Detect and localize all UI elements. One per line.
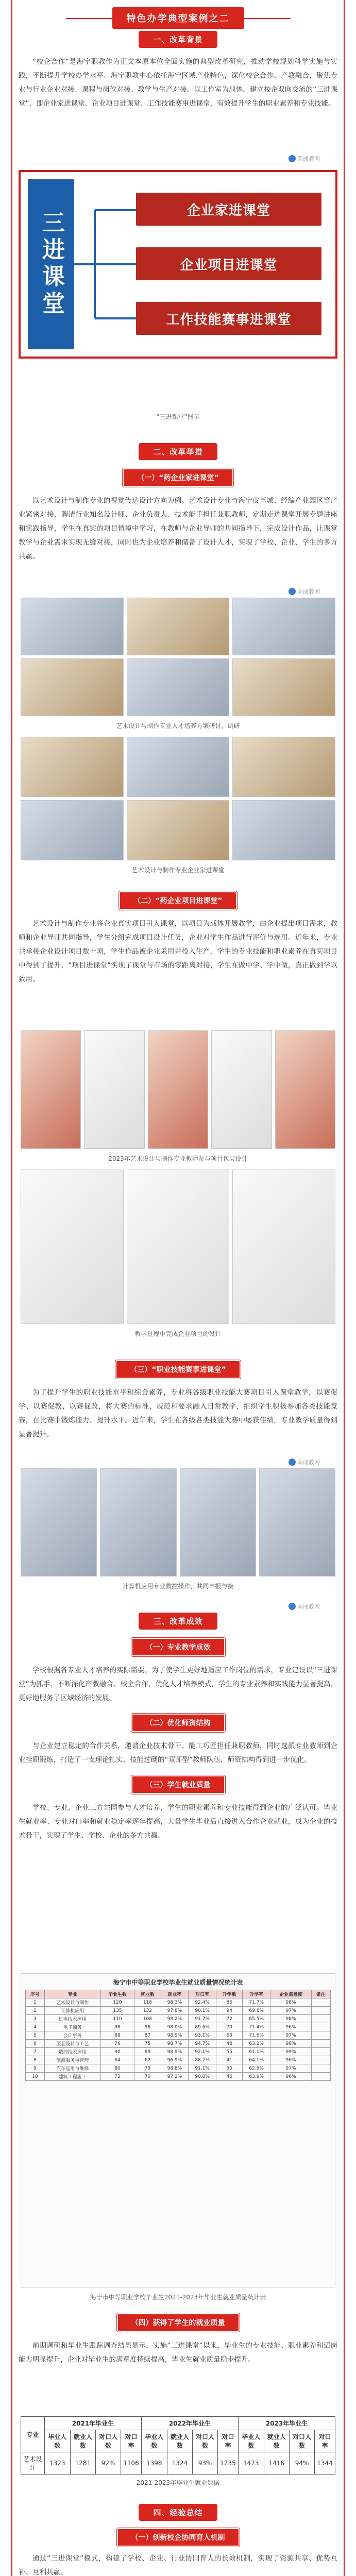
table-cell: 98.7%	[161, 2040, 189, 2048]
table-cell: 98.2%	[161, 2015, 189, 2023]
table-row	[26, 2073, 331, 2081]
subsection-title: （一）专业教学成效	[131, 1638, 225, 1656]
header-banner: 特色办学典型案例之二	[112, 7, 244, 29]
photo	[127, 598, 230, 655]
table-cell: 9	[26, 2064, 45, 2073]
table-header: 2022年毕业生	[141, 2417, 238, 2430]
table-cell: 41	[216, 2056, 243, 2064]
table-row	[26, 2031, 331, 2040]
table-cell: 92%	[96, 2452, 121, 2475]
photo-caption: 2023年艺术设计与制作专业教师参与项目包装设计	[108, 1155, 248, 1162]
diagram-caption: “三进课堂”图示	[156, 413, 200, 420]
data-table	[21, 2416, 335, 2475]
table-cell: 97.8%	[161, 2007, 189, 2015]
table-cell: 5	[26, 2031, 45, 2040]
table-header: 对口人数	[193, 2430, 218, 2452]
section-results	[19, 1613, 337, 1843]
table-cell: 96	[134, 2023, 161, 2031]
subsection-title: （四）获得了学生的就业质量	[117, 2313, 240, 2332]
paragraph: 学校根据各专业人才培养的实际需要，为了使学生更好地适应工作岗位的需求，专业建设以“三进课堂”为抓手，不断深化产教融合、校企合作，优化人才培养模式，学生的专业素养和实践能力显著提高，更好地服务了区域经济的发展。	[19, 1666, 337, 1702]
table-cell: 1	[26, 1998, 45, 2007]
table-cell	[312, 2056, 331, 2064]
table-cell: 94	[216, 2007, 243, 2015]
table-cell: 90.1%	[189, 2007, 216, 2015]
table-cell: 建筑工程施工	[44, 2073, 100, 2081]
photo-grid-2	[21, 737, 335, 860]
subsection-title: （一）“药企业家进课堂”	[123, 468, 233, 487]
table-cell: 63	[216, 2031, 243, 2040]
diagram-item-2: 企业项目进课堂	[136, 247, 321, 280]
section-measures	[19, 443, 337, 564]
table-cell: 电子商务	[44, 2023, 100, 2031]
table-row	[26, 2007, 331, 2015]
table-header: 就业人数	[167, 2430, 193, 2452]
table-cell: 98%	[270, 2040, 312, 2048]
table-cell: 1324	[167, 2452, 193, 2475]
table-cell: 96%	[270, 2073, 312, 2081]
table-cell: 计算机应用	[44, 2007, 100, 2015]
table-cell: 50	[216, 2064, 243, 2073]
table-header: 毕业人数	[238, 2430, 264, 2452]
table-cell	[312, 2031, 331, 2040]
table-cell: 97%	[270, 2064, 312, 2073]
table-cell: 93%	[193, 2452, 218, 2475]
subsection-title: （三）学生就业质量	[131, 1775, 225, 1794]
watermark-icon	[289, 588, 296, 595]
table-header: 专业	[21, 2417, 45, 2452]
table-header: 对口率	[189, 1990, 216, 1998]
data-table	[25, 1990, 331, 2081]
paragraph: 前期调研和毕业生跟踪调查结果显示，实施“三进课堂”以来，毕业生的专业技能、职业素养和适岗能力明显提升，企业对毕业生的满意度持续提高，毕业生就业质量稳步提升。	[19, 2342, 337, 2364]
photo	[275, 1030, 335, 1149]
table-cell: 1416	[264, 2452, 290, 2475]
table-cell: 10	[26, 2073, 45, 2081]
photo	[21, 658, 124, 716]
photo-caption: 艺术设计与制作专业人才培养方案研讨，调研	[116, 722, 240, 730]
subsection-title: （一）创新校企协同育人机制	[117, 2528, 240, 2547]
table-cell: 服装设计与工艺	[44, 2040, 100, 2048]
photo	[21, 737, 124, 797]
diagram-left-label: 三进课堂	[28, 179, 74, 349]
table-header: 升学数	[216, 1990, 243, 1998]
table-cell: 艺术设计与制作	[44, 1998, 100, 2007]
table-cell: 98	[100, 2023, 134, 2031]
table-cell: 90.0%	[189, 2073, 216, 2081]
table-header: 对口率	[314, 2430, 335, 2452]
table-header: 就业人数	[264, 2430, 290, 2452]
table-cell: 65.5%	[243, 2015, 270, 2023]
table-header: 备注	[312, 1990, 331, 1998]
table-cell: 86	[216, 1998, 243, 2007]
table-cell: 91.1%	[189, 2064, 216, 2073]
table-cell: 108	[134, 2015, 161, 2023]
employment-table-2	[21, 2416, 335, 2475]
table-cell	[312, 2048, 331, 2056]
photo	[232, 598, 335, 655]
table-cell: 71.7%	[243, 1998, 270, 2007]
table-cell	[312, 2064, 331, 2073]
table-cell: 71.6%	[243, 2031, 270, 2040]
photo-caption: 计算机应用专业数控操作，共同申报与接	[122, 1583, 234, 1590]
table-header: 毕业人数	[44, 2430, 70, 2452]
photo	[148, 1030, 208, 1149]
photo	[21, 598, 124, 655]
photo	[127, 1170, 230, 1324]
photo	[232, 737, 335, 797]
table-cell: 6	[26, 2040, 45, 2048]
table-cell: 94%	[290, 2452, 315, 2475]
photo-caption: 艺术设计与制作专业企业家进课堂	[131, 867, 225, 874]
photo-grid-4	[21, 1170, 335, 1324]
paragraph: 艺术设计与制作专业将企业真实项目引入课堂，以项目为载体开展教学，由企业提出项目需求，教师和企业导师共同指导，学生分组完成项目设计任务，企业对学生作品进行评价与选用。近年来，专业共承接企业设计项目数十项，学生作品被企业采用并投入生产，学生的专业技能和职业素养在真实项目中得到了提升，“项目进课堂”实现了课堂与市场的零距离对接，学生在做中学、学中做，真正做到学以致用。	[19, 920, 337, 984]
table-cell: 90	[100, 2048, 134, 2056]
table-row	[26, 2023, 331, 2031]
section-background	[19, 31, 337, 111]
photo	[21, 1030, 81, 1149]
table-cell: 98.8%	[161, 2064, 189, 2073]
table-header: 就业率	[161, 1990, 189, 1998]
photo	[259, 1468, 335, 1577]
table-header: 就业人数	[70, 2430, 96, 2452]
subsection-title: （二）优化师资结构	[131, 1714, 225, 1732]
table-cell: 89.6%	[189, 2023, 216, 2031]
paragraph: 与企业建立稳定的合作关系，邀请企业技术骨干、能工巧匠担任兼职教师，同时选派专业教师到企业挂职锻炼，打造了一支理论扎实、技能过硬的“双师型”教师队伍，师资结构得到进一步优化。	[19, 1742, 337, 1764]
subsection-title: （三）“职业技能赛事进课堂”	[115, 1360, 240, 1379]
section-title: 一、改革背景	[139, 31, 217, 48]
table-cell: 数控技术应用	[44, 2048, 100, 2056]
table-header: 就业数	[134, 1990, 161, 1998]
table-cell: 1323	[44, 2452, 70, 2475]
table-cell: 92.1%	[189, 2048, 216, 2056]
table-cell: 110	[100, 2015, 134, 2023]
table-cell	[312, 1998, 331, 2007]
table-header: 毕业人数	[141, 2430, 167, 2452]
table-cell: 93.1%	[189, 2031, 216, 2040]
table-cell	[312, 2040, 331, 2048]
intro-text: “校企合作”是海宁职教作为正文本原本位全面实施的典型改革研究，推动学校规划科学实施与实践，不断提升学校办学水平。海宁职教中心依托海宁区域产业特色，深化校企合作、产教融合，聚焦专业与行业企业对接、课程与岗位对接、教学与生产对接。以工作室为载体，建立校企双向交流的“三进课堂”，即企业家进课堂、企业项目进课堂、工作技能赛事进课堂，有效提升学生的职业素养和专业技能。	[19, 58, 337, 108]
photo	[100, 1468, 176, 1577]
table-header: 2021年毕业生	[44, 2417, 141, 2430]
photo	[232, 1170, 335, 1324]
section-title: 二、改革举措	[139, 443, 217, 460]
table-cell: 62	[134, 2056, 161, 2064]
photo	[127, 658, 230, 716]
table-cell	[312, 2007, 331, 2015]
table-cell: 75	[134, 2040, 161, 2048]
table-header: 专业	[44, 1990, 100, 1998]
table-cell: 46	[216, 2073, 243, 2081]
table-cell: 88.7%	[189, 2056, 216, 2064]
watermark-logo: 职成教网	[289, 155, 320, 163]
table-header: 毕业生数	[100, 1990, 134, 1998]
table-cell: 会计事务	[44, 2031, 100, 2040]
watermark-icon	[289, 1459, 296, 1466]
table-cell: 2	[26, 2007, 45, 2015]
three-classroom-diagram	[19, 170, 337, 359]
photo	[21, 1170, 124, 1324]
section-title: 四、经验总结	[139, 2504, 217, 2521]
table-cell: 98%	[270, 1998, 312, 2007]
watermark-logo: 职成教网	[289, 1602, 320, 1611]
table-row	[26, 2064, 331, 2073]
table-cell: 8	[26, 2056, 45, 2064]
table-cell: 96.9%	[161, 2056, 189, 2064]
table-caption: 2021-2023年毕业生就业数据	[136, 2479, 220, 2486]
paragraph: 通过“三进课堂”模式，构建了学校、企业、行业协同育人的长效机制，实现了资源共享、优势互补、互利共赢。	[19, 2554, 337, 2576]
photo	[232, 800, 335, 860]
table-cell	[312, 2023, 331, 2031]
diagram-connector	[74, 179, 136, 349]
table-cell: 135	[100, 2007, 134, 2015]
employment-table-1	[21, 1973, 335, 2287]
table-cell: 118	[134, 1998, 161, 2007]
table-cell: 1281	[70, 2452, 96, 2475]
table-caption: 海宁市中等职业学校毕业生2021-2023年毕业生就业质量统计表	[90, 2294, 266, 2301]
diagram-item-1: 企业家进课堂	[136, 193, 321, 226]
table-cell: 55	[216, 2048, 243, 2056]
table-cell: 98.0%	[161, 2023, 189, 2031]
table-cell: 1398	[141, 2452, 167, 2475]
table-cell: 98.9%	[161, 2031, 189, 2040]
table-header: 2023年毕业生	[238, 2417, 335, 2430]
table-header: 对口人数	[290, 2430, 315, 2452]
table-row	[26, 2040, 331, 2048]
table-row	[26, 2056, 331, 2064]
table-cell: 88	[100, 2031, 134, 2040]
photo-grid-3	[21, 1030, 335, 1149]
table-row	[26, 1998, 331, 2007]
subsection-projects	[19, 891, 337, 987]
table-cell: 80	[100, 2064, 134, 2073]
table-cell: 62.5%	[243, 2064, 270, 2073]
subsection-employment	[19, 2313, 337, 2367]
table-cell: 96%	[270, 2023, 312, 2031]
photo-grid-5	[21, 1468, 335, 1577]
table-cell: 64	[100, 2056, 134, 2064]
diagram-item-3: 工作技能赛事进课堂	[136, 302, 321, 335]
table-cell: 87	[134, 2031, 161, 2040]
subsection-contests	[19, 1360, 337, 1442]
table-cell: 1344	[314, 2452, 335, 2475]
table-cell: 132	[134, 2007, 161, 2015]
table-cell: 机电技术应用	[44, 2015, 100, 2023]
table-cell	[312, 2015, 331, 2023]
table-cell: 92.4%	[189, 1998, 216, 2007]
table-cell: 89	[134, 2048, 161, 2056]
table-cell: 63.9%	[243, 2073, 270, 2081]
table-cell: 1106	[121, 2452, 142, 2475]
table-cell: 64.1%	[243, 2056, 270, 2064]
watermark-icon	[289, 155, 296, 162]
photo	[21, 800, 124, 860]
subsection-title: （二）“药企业项目进课堂”	[119, 891, 236, 910]
photo-caption: 教学过程中完成企业项目的设计	[134, 1330, 222, 1337]
table-cell: 70	[216, 2023, 243, 2031]
table-cell: 98.3%	[161, 1998, 189, 2007]
paragraph: 学校、专业、企业三方共同参与人才培养，学生的职业素养和专业技能得到企业的广泛认可。毕业生就业率、专业对口率和就业稳定率逐年提高，大量学生毕业后直接进入合作企业就业，成为企业的技术骨干，实现了学生、学校、企业的多方共赢。	[19, 1804, 337, 1840]
watermark-icon	[289, 1603, 296, 1610]
section-summary	[19, 2504, 337, 2576]
photo	[84, 1030, 144, 1149]
table-cell: 61.1%	[243, 2048, 270, 2056]
table-cell: 97%	[270, 2007, 312, 2015]
photo	[180, 1468, 256, 1577]
table-header: 对口率	[121, 2430, 142, 2452]
table-header: 对口率	[217, 2430, 238, 2452]
table-cell: 97.2%	[161, 2073, 189, 2081]
table-cell: 120	[100, 1998, 134, 2007]
watermark-logo: 职成教网	[289, 587, 320, 596]
table-cell: 汽车运用与维修	[44, 2064, 100, 2073]
table-header: 企业满意度	[270, 1990, 312, 1998]
table-cell: 63.2%	[243, 2040, 270, 2048]
table-title: 海宁市中等职业学校毕业生就业质量情况统计表	[113, 1979, 243, 1986]
table-cell: 72	[100, 2073, 134, 2081]
table-header: 序号	[26, 1990, 45, 1998]
table-cell: 1235	[217, 2452, 238, 2475]
table-cell: 98%	[270, 2015, 312, 2023]
table-cell: 1473	[238, 2452, 264, 2475]
photo	[127, 800, 230, 860]
table-cell: 94.7%	[189, 2040, 216, 2048]
table-row	[26, 2048, 331, 2056]
table-row	[26, 2015, 331, 2023]
watermark-logo: 职成教网	[289, 1458, 320, 1466]
table-cell: 98.9%	[161, 2048, 189, 2056]
table-cell: 72	[216, 2015, 243, 2023]
table-cell: 96%	[270, 2056, 312, 2064]
photo	[21, 1468, 97, 1577]
table-cell: 97%	[270, 2031, 312, 2040]
section-title: 三、改革成效	[139, 1613, 217, 1630]
table-cell: 69.6%	[243, 2007, 270, 2015]
table-cell: 91.7%	[189, 2015, 216, 2023]
table-cell: 7	[26, 2048, 45, 2056]
table-cell	[312, 2073, 331, 2081]
table-cell: 76	[100, 2040, 134, 2048]
photo-grid-1	[21, 598, 335, 716]
table-cell: 70	[134, 2073, 161, 2081]
table-cell: 48	[216, 2040, 243, 2048]
photo	[127, 737, 230, 797]
photo	[232, 658, 335, 716]
table-cell: 旅游服务与管理	[44, 2056, 100, 2064]
photo	[211, 1030, 272, 1149]
table-cell: 艺术设计	[21, 2452, 45, 2475]
paragraph: 以艺术设计与制作专业的视觉传达设计方向为例。艺术设计专业与海宁皮革城、经编产业园区等产业紧密对接，聘请行业知名设计师、企业负责人、技术能手担任兼职教师，定期走进课堂开展专题讲座和实践指导，学生在真实的项目情境中学习，在教师与企业导师的共同指导下，完成设计作品，让课堂教学与企业需求实现无缝对接，同时也为企业培养和储备了设计人才，实现了学校、企业、学生的多方共赢。	[19, 497, 337, 561]
table-cell: 71.4%	[243, 2023, 270, 2031]
paragraph: 为了提升学生的职业技能水平和综合素养，专业将各级职业技能大赛项目引入课堂教学，以赛促学、以赛促教、以赛促改，将大赛的标准、规范和要求融入日常教学，组织学生积极参加各类技能竞赛，在比赛中锻炼能力、提升水平。近年来，学生在各级各类技能大赛中屡获佳绩，专业教学质量得到显著提升。	[19, 1388, 337, 1438]
table-header: 升学率	[243, 1990, 270, 1998]
table-cell: 3	[26, 2015, 45, 2023]
table-cell: 79	[134, 2064, 161, 2073]
table-cell: 99%	[270, 2048, 312, 2056]
table-header: 对口人数	[96, 2430, 121, 2452]
table-cell: 4	[26, 2023, 45, 2031]
